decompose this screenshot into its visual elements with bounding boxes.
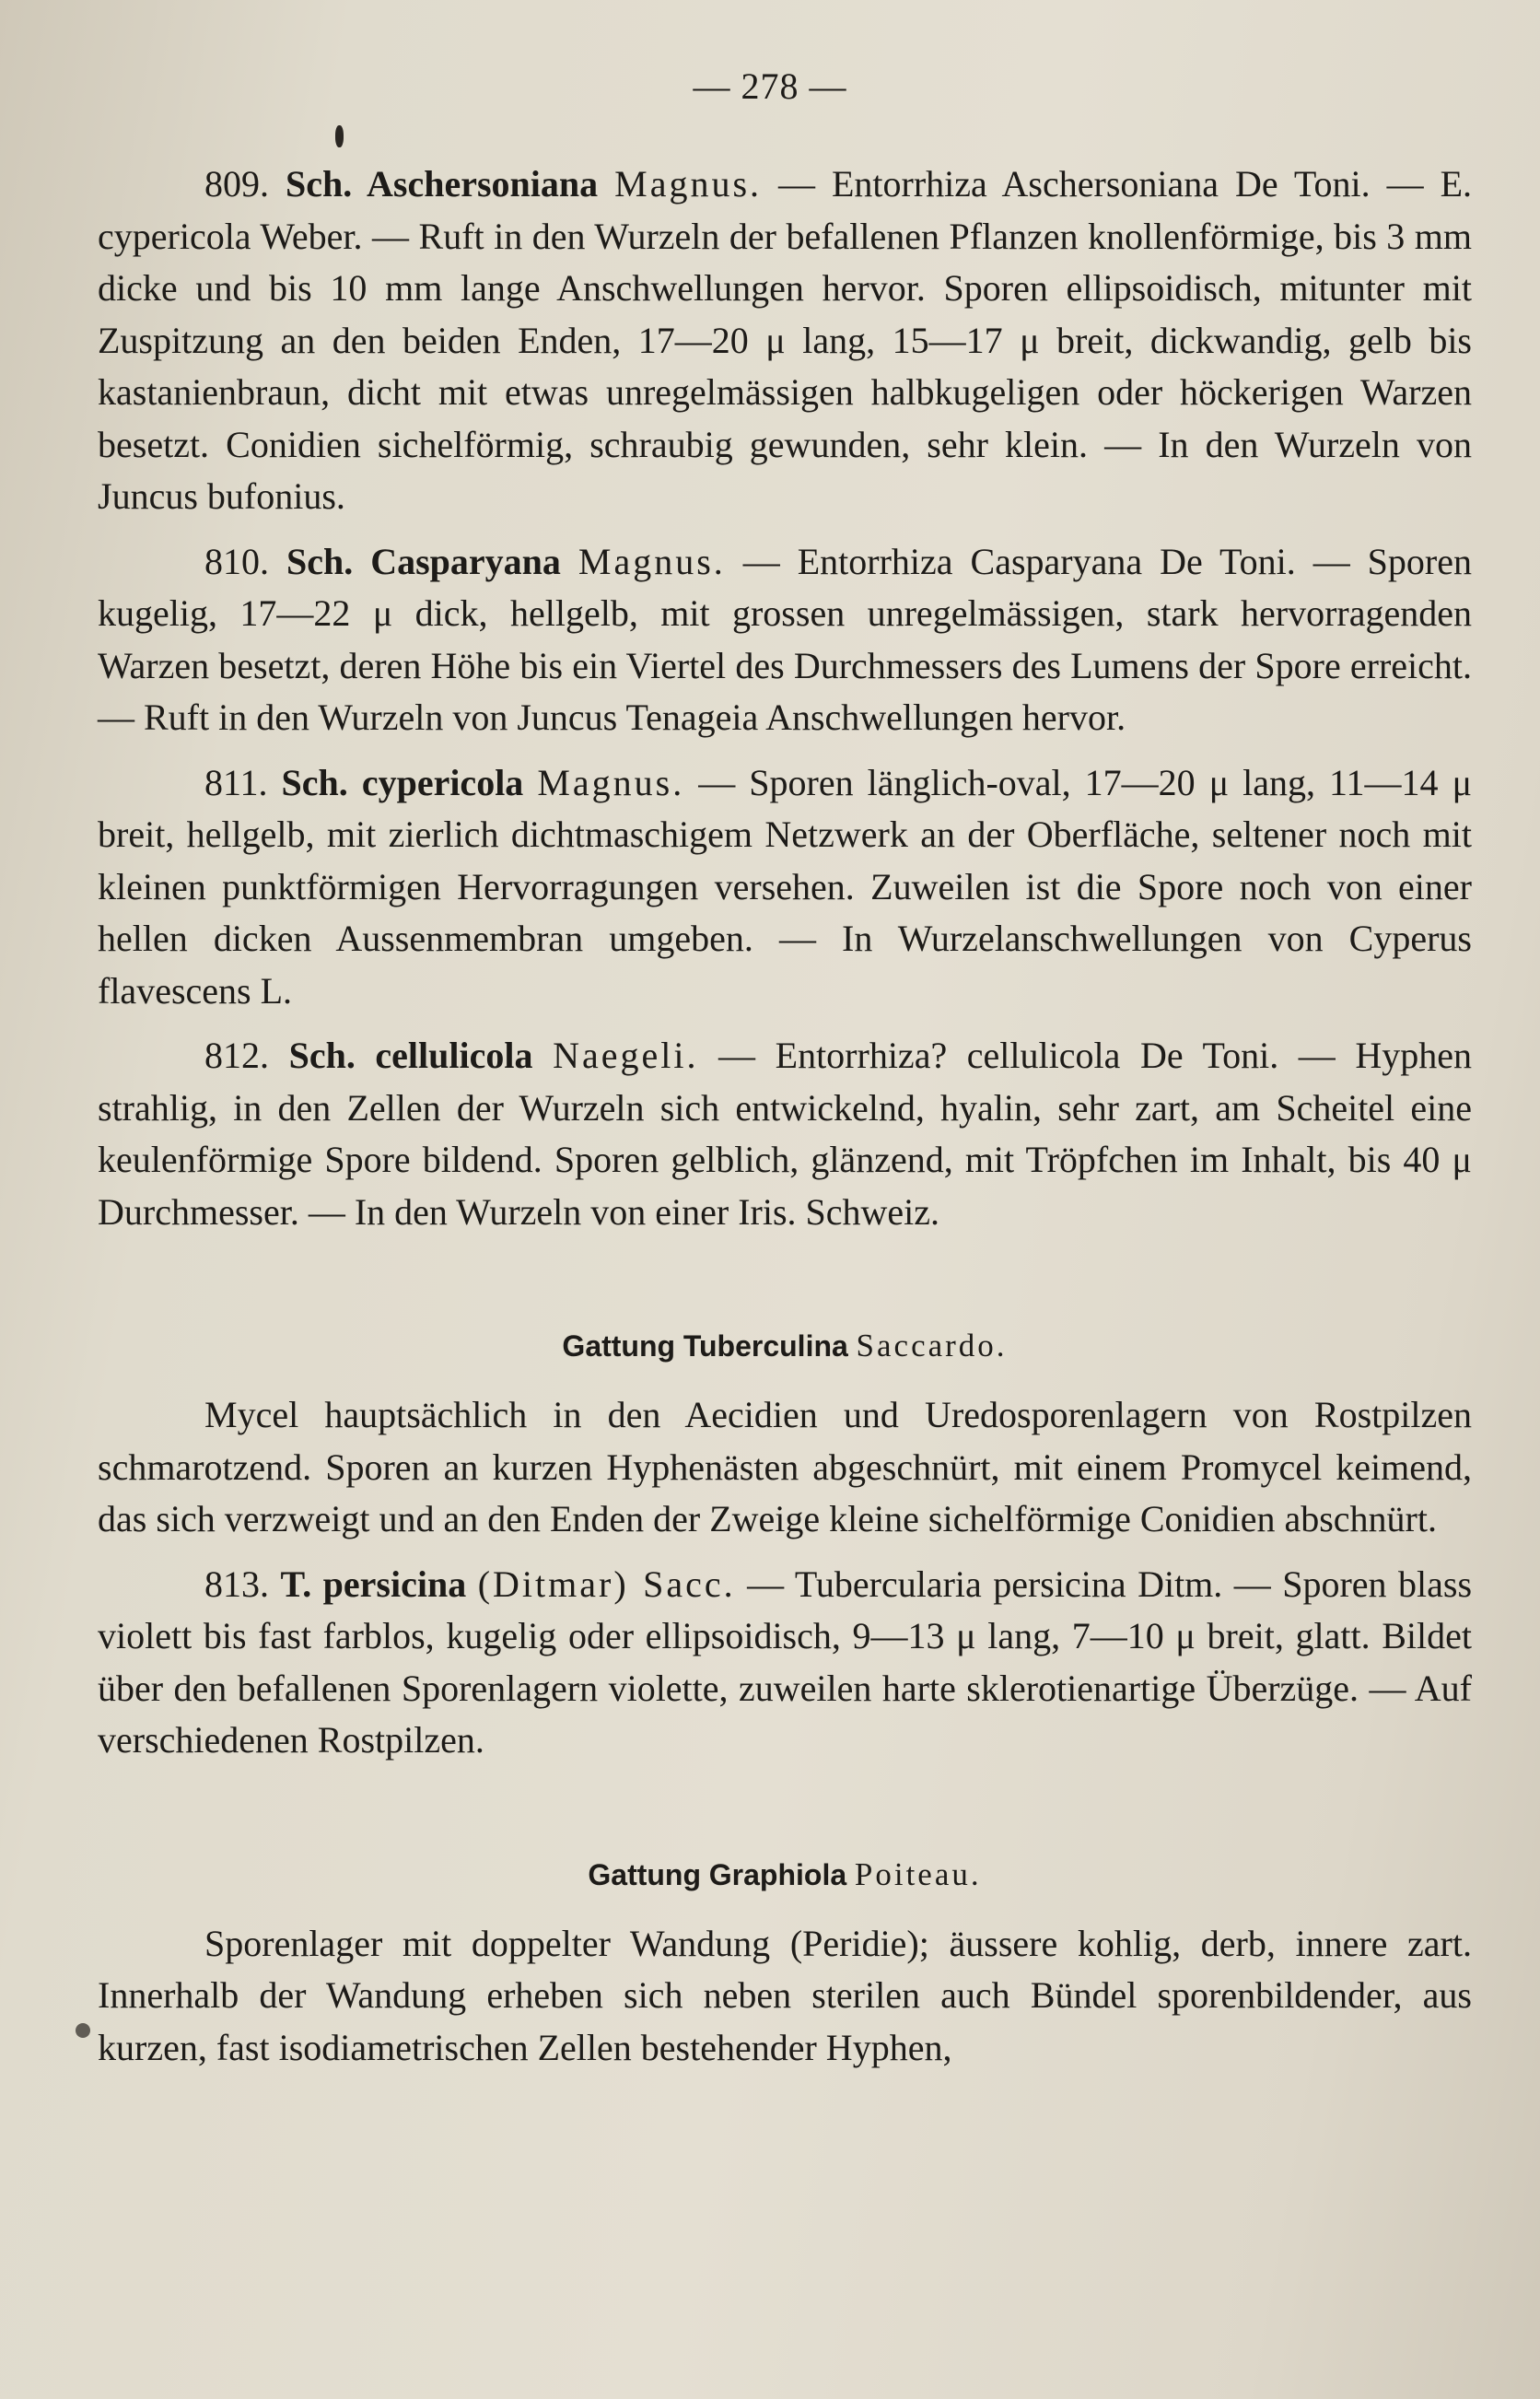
entry-number: 810. <box>204 540 269 582</box>
species-name: Sch. Casparyana <box>286 540 561 582</box>
genus-author: Saccardo. <box>856 1328 1008 1363</box>
species-name: Sch. Aschersoniana <box>285 163 599 205</box>
genus-heading-graphiola <box>98 1852 1472 1898</box>
page-number: — 278 — <box>693 65 847 107</box>
species-name: Sch. cellulicola <box>288 1035 533 1076</box>
species-name: Sch. cypericola <box>281 761 524 803</box>
entry-text: — Entorrhiza? cellulicola De Toni. — Hyphen strahlig, in den Zellen der Wurzeln sich entwickelnd, hyalin, sehr zart, am Scheitel eine keulenförmige Spore bildend. Sporen gelblich, glänzend, mit Tröpfchen im Inhalt, bis 40 μ Durchmesser. — In den Wurzeln von einer Iris. Schweiz. <box>98 1035 1473 1233</box>
species-author: Magnus. <box>614 163 763 205</box>
entry-text: — Sporen länglich-oval, 17—20 μ lang, 11—14 μ breit, hellgelb, mit zierlich dichtmaschigem Netzwerk an der Oberfläche, seltener noch mit kleinen punktförmigen Hervorragungen versehen. Zuweilen ist die Spore noch von einer hellen dicken Aussenmembran umgeben. — In Wurzelanschwellungen von Cyperus flavescens L. <box>98 761 1473 1012</box>
species-name: T. persicina <box>280 1562 467 1605</box>
genus-word: Gattung <box>588 1857 702 1891</box>
genus-word: Gattung <box>562 1329 676 1363</box>
genus-description-graphiola: Sporenlager mit doppelter Wandung (Peridie); äussere kohlig, derb, innere zart. Innerhalb der Wandung erheben sich neben sterilen auch Bündel sporenbildender, aus kurzen, fast isodiametrischen Zellen bestehender Hyphen, <box>98 1922 1472 2068</box>
ink-spot <box>335 125 344 147</box>
species-entry-810 <box>98 536 1472 744</box>
species-author: Magnus. <box>537 761 685 803</box>
species-author: (Ditmar) Sacc. <box>477 1562 736 1605</box>
genus-author: Poiteau. <box>854 1855 982 1892</box>
entry-number: 811. <box>204 761 268 803</box>
entry-text: — Entorrhiza Casparyana De Toni. — Sporen kugelig, 17—22 μ dick, hellgelb, mit grossen unregelmässigen, stark hervorragenden Warzen besetzt, deren Höhe bis ein Viertel des Durchmessers des Lumens der Spore erreicht. — Ruft in den Wurzeln von Juncus Tenageia Anschwellungen hervor. <box>98 540 1472 738</box>
entry-text: — Entorrhiza Aschersoniana De Toni. — E. cypericola Weber. — Ruft in den Wurzeln der befallenen Pflanzen knollenförmige, bis 3 mm dicke und bis 10 mm lange Anschwellungen hervor. Sporen ellipsoidisch, mitunter mit Zuspitzung an den beiden Enden, 17—20 μ lang, 15—17 μ breit, dickwandig, gelb bis kastanienbraun, dicht mit etwas unregelmässigen halbkugeligen oder höckerigen Warzen besetzt. Conidien sichelförmig, schraubig gewunden, sehr klein. — In den Wurzeln von Juncus bufonius. <box>98 163 1473 517</box>
species-entry-812 <box>98 1030 1472 1238</box>
page-content <box>98 158 1472 2087</box>
genus-name: Tuberculina <box>682 1329 848 1363</box>
entry-number: 809. <box>204 163 269 205</box>
genus-description-tuberculina: Mycel hauptsächlich in den Aecidien und Uredosporenlagern von Rostpilzen schmarotzend. Sporen an kurzen Hyphenästen abgeschnürt, mit einem Promycel keimend, das sich verzweigt und an den Enden der Zweige kleine sichelförmige Conidien abschnürt. <box>98 1394 1472 1539</box>
species-entry-811 <box>98 757 1472 1018</box>
species-entry-813 <box>98 1559 1472 1767</box>
genus-name: Graphiola <box>708 1857 847 1891</box>
species-author: Naegeli. <box>553 1035 699 1076</box>
genus-heading-tuberculina <box>98 1323 1472 1369</box>
ink-spot <box>76 2023 90 2038</box>
entry-number: 813. <box>204 1562 269 1605</box>
entry-text: — Tubercularia persicina Ditm. — Sporen blass violett bis fast farblos, kugelig oder ellipsoidisch, 9—13 μ lang, 7—10 μ breit, glatt. Bildet über den befallenen Sporenlagern violette, zuweilen harte sklerotienartige Überzüge. — Auf verschiedenen Rostpilzen. <box>98 1562 1473 1761</box>
species-author: Magnus. <box>578 540 726 582</box>
species-entry-809 <box>98 158 1472 523</box>
entry-number: 812. <box>204 1035 269 1076</box>
